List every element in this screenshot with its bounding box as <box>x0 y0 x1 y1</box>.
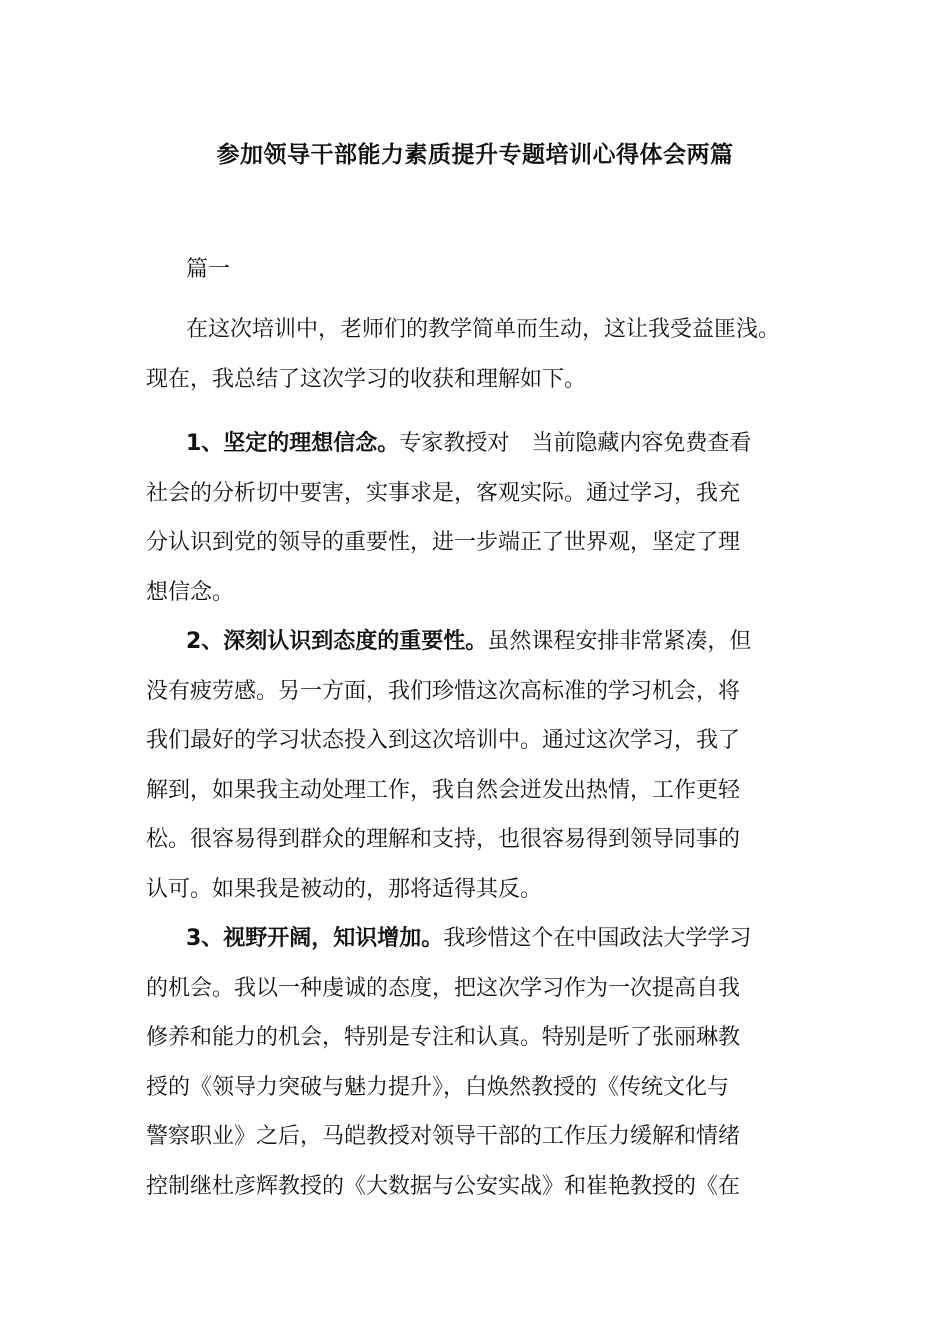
point-3-line-3: 修养和能力的机会，特别是专注和认真。特别是听了张丽琳教 <box>146 1025 741 1050</box>
point-3-line-1-text: 我珍惜这个在中国政法大学学习 <box>443 926 752 951</box>
section-label-text: 篇一 <box>186 257 231 282</box>
point-3-paragraph <box>146 914 798 1211</box>
point-2-heading: 2、深刻认识到态度的重要性。 <box>186 629 488 654</box>
intro-line-2: 现在，我总结了这次学习的收获和理解如下。 <box>146 366 587 392</box>
intro-paragraph <box>146 305 798 404</box>
point-1-line-3: 分认识到党的领导的重要性，进一步端正了世界观，坚定了理 <box>146 530 741 555</box>
point-1-line-1-text: 专家教授对 当前隐藏内容免费查看 <box>399 431 752 456</box>
point-2-line-1 <box>146 617 798 667</box>
point-2-paragraph <box>146 617 798 914</box>
section-label <box>146 245 798 295</box>
point-1-line-2: 社会的分析切中要害，实事求是，客观实际。通过学习，我充 <box>146 480 741 506</box>
point-3-line-6: 控制继杜彦辉教授的《大数据与公安实战》和崔艳教授的《在 <box>146 1173 741 1199</box>
point-3-line-5: 警察职业》之后，马皑教授对领导干部的工作压力缓解和情绪 <box>146 1124 741 1149</box>
point-1-paragraph <box>146 419 798 617</box>
point-1-line-4: 想信念。 <box>146 579 235 605</box>
point-3-line-2: 的机会。我以一种虔诚的态度，把这次学习作为一次提高自我 <box>146 975 741 1001</box>
point-3-line-1 <box>146 914 798 964</box>
point-3-line-4: 授的《领导力突破与魅力提升》，白焕然教授的《传统文化与 <box>146 1074 730 1100</box>
point-2-line-2: 没有疲劳感。另一方面，我们珍惜这次高标准的学习机会，将 <box>146 678 741 704</box>
point-2-line-1-text: 虽然课程安排非常紧凑，但 <box>487 629 752 654</box>
point-2-line-5: 松。很容易得到群众的理解和支持，也很容易得到领导同事的 <box>146 827 741 852</box>
point-3-heading: 3、视野开阔，知识增加。 <box>186 926 444 951</box>
point-2-line-4: 解到，如果我主动处理工作，我自然会迸发出热情，工作更轻 <box>146 777 741 803</box>
point-1-heading: 1、坚定的理想信念。 <box>186 431 400 456</box>
document-title: 参加领导干部能力素质提升专题培训心得体会两篇 <box>216 142 734 168</box>
point-2-line-6: 认可。如果我是被动的，那将适得其反。 <box>146 876 543 902</box>
point-1-line-1 <box>146 419 798 469</box>
intro-line-1: 在这次培训中，老师们的教学简单而生动，这让我受益匪浅。 <box>186 317 781 342</box>
point-2-line-3: 我们最好的学习状态投入到这次培训中。通过这次学习，我了 <box>146 728 741 753</box>
